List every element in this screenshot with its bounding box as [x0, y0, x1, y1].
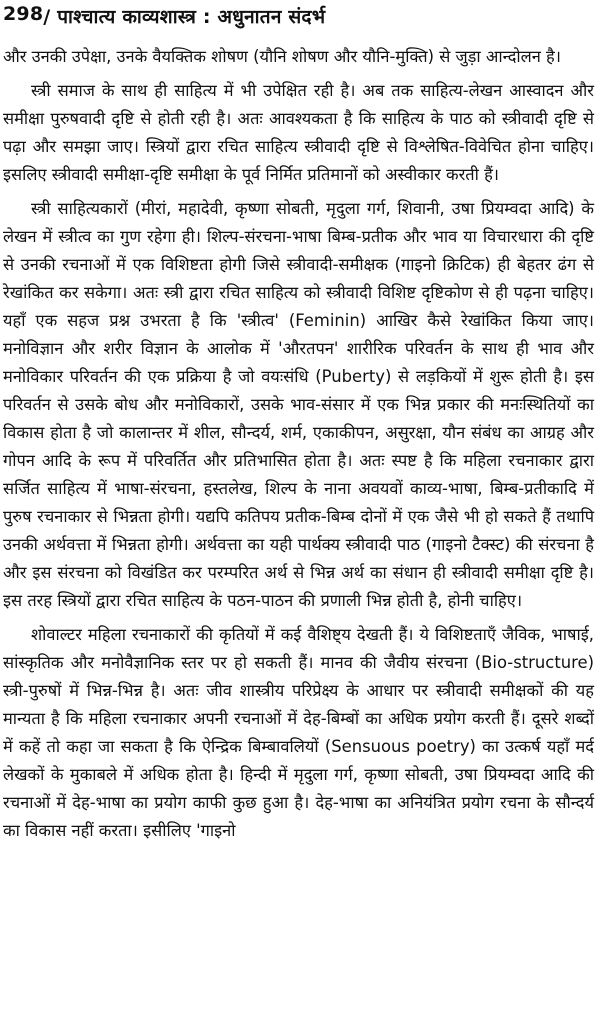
- paragraph: स्त्री समाज के साथ ही साहित्य में भी उपेक्षित रही है। अब तक साहित्य-लेखन आस्वादन और समीक्षा पुरुषवादी दृष्टि से होती रही है। अतः आवश्यकता है कि साहित्य के पाठ को स्त्रीवादी दृष्टि से पढ़ा और समझा जाए। स्त्रियों द्वारा रचित साहित्य स्त्रीवादी दृष्टि से विश्लेषित-विवेचित होना चाहिए। इसलिए स्त्रीवादी समीक्षा-दृष्टि समीक्षा के पूर्व निर्मित प्रतिमानों को अस्वीकार करती हैं।: [3, 81, 594, 184]
- paragraph: शोवाल्टर महिला रचनाकारों की कृतियों में कई वैशिष्ट्य देखती हैं। ये विशिष्टताएँ जैविक, भाषाई, सांस्कृतिक और मनोवैज्ञानिक स्तर पर हो सकती हैं। मानव की जैवीय संरचना (Bio-structure) स्त्री-पुरुषों में भिन्न-भिन्न है। अतः जीव शास्त्रीय परिप्रेक्ष्य के आधार पर स्त्रीवादी समीक्षकों की यह मान्यता है कि महिला रचनाकार अपनी रचनाओं में देह-बिम्बों का अधिक प्रयोग करती हैं। दूसरे शब्दों में कहें तो कहा जा सकता है कि ऐन्द्रिक बिम्बावलियों (Sensuous poetry) का उत्कर्ष यहाँ मर्द लेखकों के मुकाबले में अधिक होता है। हिन्दी में मृदुला गर्ग, कृष्णा सोबती, उषा प्रियम्वदा आदि की रचनाओं में देह-भाषा का प्रयोग काफी कुछ हुआ है। देह-भाषा का अनियंत्रित प्रयोग रचना के सौन्दर्य का विकास नहीं करता। इसीलिए 'गाइनो: [3, 625, 594, 840]
- paragraph: स्त्री साहित्यकारों (मीरां, महादेवी, कृष्णा सोबती, मृदुला गर्ग, शिवानी, उषा प्रियम्वदा आदि) के लेखन में स्त्रीत्व का गुण रहेगा ही। शिल्प-संरचना-भाषा बिम्ब-प्रतीक और भाव या विचारधारा की दृष्टि से उनकी रचनाओं में एक विशिष्टता होगी जिसे स्त्रीवादी-समीक्षक (गाइनो क्रिटिक) ही बेहतर ढंग से रेखांकित कर सकेगा। अतः स्त्री द्वारा रचित साहित्य को स्त्रीवादी विशिष्ट दृष्टिकोण से ही पढ़ना चाहिए। यहाँ एक सहज प्रश्न उभरता है कि 'स्त्रीत्व' (Feminin) आखिर कैसे रेखांकित किया जाए। मनोविज्ञान और शरीर विज्ञान के आलोक में 'औरतपन' शारीरिक परिवर्तन के साथ ही भाव और मनोविकार परिवर्तन की एक प्रक्रिया है जो वयःसंधि (Puberty) से लड़कियों में शुरू होती है। इस परिवर्तन से उसके बोध और मनोविकारों, उसके भाव-संसार में एक भिन्न प्रकार की मनःस्थितियों का विकास होता है जो कालान्तर में शील, सौन्दर्य, शर्म, एकाकीपन, असुरक्षा, यौन संबंध का आग्रह और गोपन आदि के रूप में परिवर्तित और प्रतिभासित होता है। अतः स्पष्ट है कि महिला रचनाकार द्वारा सर्जित साहित्य में भाषा-संरचना, हस्तलेख, शिल्प के नाना अवयवों काव्य-भाषा, बिम्ब-प्रतीकादि में पुरुष रचनाकार से भिन्नता होगी। यद्यपि कतिपय प्रतीक-बिम्ब दोनों में एक जैसे भी हो सकते हैं तथापि उनकी अर्थवत्ता में भिन्नता होगी। अर्थवत्ता का यही पार्थक्य स्त्रीवादी पाठ (गाइनो टैक्स्ट) की संरचना है और इस संरचना को विखंडित कर परम्परित अर्थ से भिन्न अर्थ का संधान ही स्त्रीवादी समीक्षा दृष्टि है। इस तरह स्त्रियों द्वारा रचित साहित्य के पठन-पाठन की प्रणाली भिन्न होती है, होनी चाहिए।: [3, 199, 594, 610]
- paragraph: और उनकी उपेक्षा, उनके वैयक्तिक शोषण (यौनि शोषण और यौनि-मुक्ति) से जुड़ा आन्दोलन है।: [3, 47, 561, 66]
- page-header: [3, 0, 594, 43]
- page-number: 298: [3, 3, 44, 25]
- running-title: / पाश्चात्य काव्यशास्त्र : अधुनातन संदर्भ: [43, 6, 326, 28]
- page-body: [3, 43, 594, 845]
